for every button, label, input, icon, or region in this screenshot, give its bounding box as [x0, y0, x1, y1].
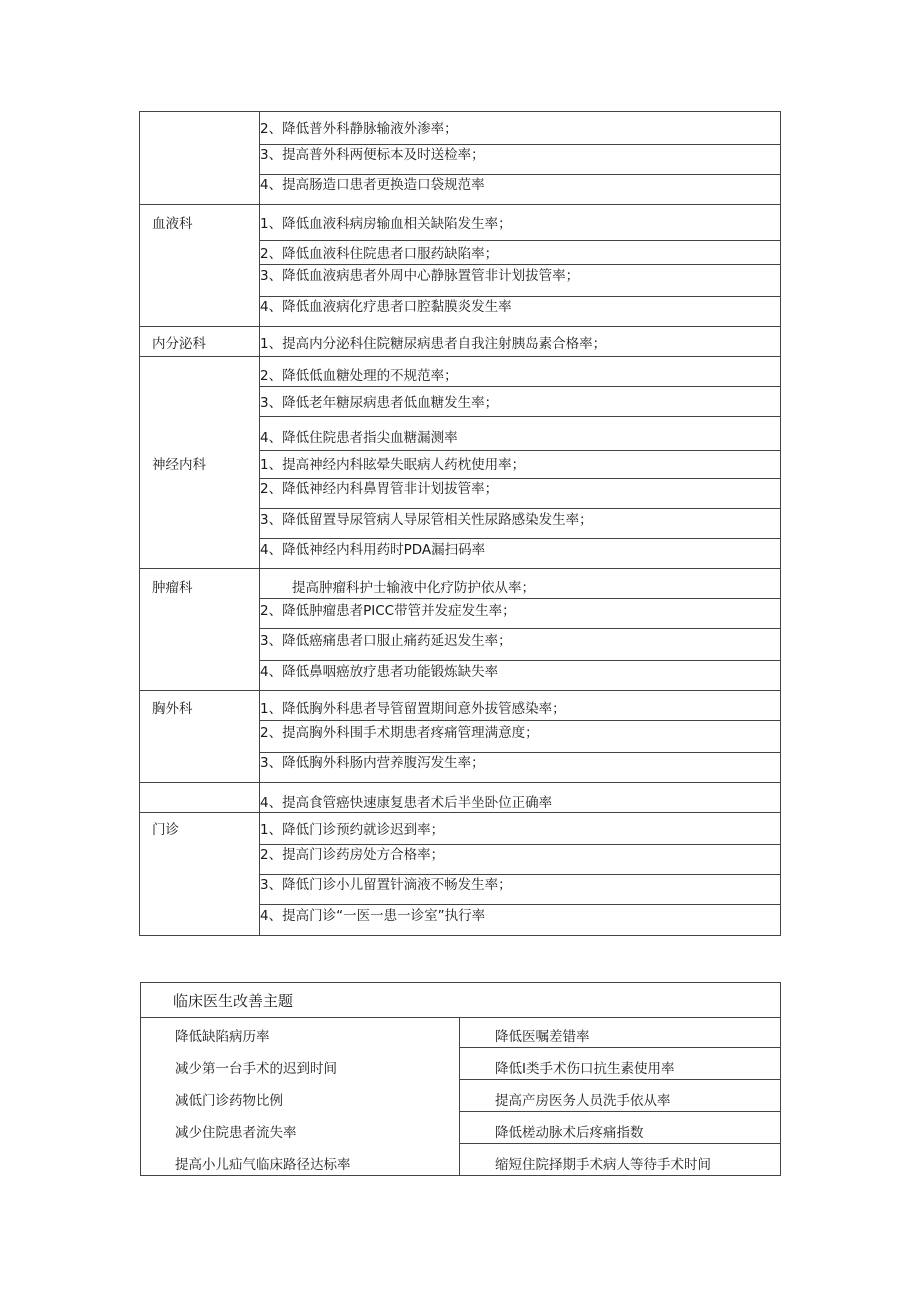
improvement-item: 3、降低留置导尿管病人导尿管相关性尿路感染发生率；: [260, 512, 593, 528]
row-divider: [140, 326, 780, 327]
row-divider: [259, 598, 780, 599]
row-divider: [141, 1017, 780, 1018]
row-divider: [140, 690, 780, 691]
improvement-item: 2、提高门诊药房处方合格率；: [260, 847, 445, 863]
improvement-item: 2、降低低血糖处理的不规范率；: [260, 368, 458, 384]
row-divider: [459, 1111, 780, 1112]
improvement-item: 4、提高门诊“一医一患一诊室”执行率: [260, 908, 486, 924]
row-divider: [259, 628, 780, 629]
improvement-item: 2、降低普外科静脉输液外渗率；: [260, 121, 458, 137]
improvement-item: 2、降低神经内科鼻胃管非计划拔管率；: [260, 481, 499, 497]
improvement-item: 3、降低老年糖尿病患者低血糖发生率；: [260, 395, 499, 411]
row-divider: [259, 416, 780, 417]
row-divider: [140, 782, 780, 783]
improvement-item: 4、降低神经内科用药时PDA漏扫码率: [260, 542, 486, 558]
improvement-item: 3、降低胸外科肠内营养腹泻发生率；: [260, 755, 485, 771]
improvement-item: 3、降低癌痛患者口服止痛药延迟发生率；: [260, 633, 512, 649]
improvement-item: 3、提高普外科两便标本及时送检率；: [260, 147, 485, 163]
row-divider: [259, 478, 780, 479]
row-divider: [259, 660, 780, 661]
improvement-item: 2、提高胸外科围手术期患者疼痛管理满意度；: [260, 725, 539, 741]
row-divider: [459, 1079, 780, 1080]
row-divider: [259, 538, 780, 539]
row-divider: [259, 508, 780, 509]
improvement-item: 4、降低血液病化疗患者口腔黏膜炎发生率: [260, 299, 512, 315]
improvement-item: 提高肿瘤科护士输液中化疗防护依从率；: [292, 580, 535, 596]
row-divider: [140, 356, 780, 357]
row-divider: [140, 568, 780, 569]
row-divider: [259, 386, 780, 387]
doctor-improvement-table: [140, 982, 781, 1176]
row-divider: [259, 144, 780, 145]
row-divider: [259, 844, 780, 845]
row-divider: [259, 874, 780, 875]
department-label: 内分泌科: [152, 336, 206, 352]
row-divider: [140, 204, 780, 205]
table-cell: 降低缺陷病历率: [175, 1029, 270, 1045]
row-divider: [259, 720, 780, 721]
row-divider: [459, 1143, 780, 1144]
row-divider: [259, 752, 780, 753]
department-label: 神经内科: [152, 457, 206, 473]
table-cell: 缩短住院择期手术病人等待手术时间: [495, 1157, 711, 1173]
improvement-item: 4、提高食管癌快速康复患者术后半坐卧位正确率: [260, 795, 553, 811]
improvement-item: 1、提高神经内科眩晕失眠病人药枕使用率；: [260, 457, 526, 473]
improvement-item: 1、降低胸外科患者导管留置期间意外拔管感染率；: [260, 701, 566, 717]
table-title: 临床医生改善主题: [173, 993, 294, 1010]
improvement-item: 2、降低血液科住院患者口服药缺陷率；: [260, 246, 499, 262]
table-cell: 降低I类手术伤口抗生素使用率: [495, 1061, 675, 1077]
row-divider: [140, 812, 780, 813]
row-divider: [259, 264, 780, 265]
table-cell: 提高产房医务人员洗手依从率: [495, 1093, 671, 1109]
department-label: 门诊: [152, 822, 179, 838]
row-divider: [459, 1047, 780, 1048]
table-cell: 减少住院患者流失率: [175, 1125, 297, 1141]
nursing-improvement-table: [139, 111, 781, 936]
improvement-item: 4、提高肠造口患者更换造口袋规范率: [260, 177, 485, 193]
department-label: 肿瘤科: [152, 580, 193, 596]
table-cell: 提高小儿疝气临床路径达标率: [175, 1157, 351, 1173]
column-divider: [459, 1017, 460, 1175]
improvement-item: 4、降低住院患者指尖血糖漏测率: [260, 430, 458, 446]
row-divider: [259, 450, 780, 451]
table-cell: 减少第一台手术的迟到时间: [175, 1061, 337, 1077]
improvement-item: 1、降低门诊预约就诊迟到率；: [260, 822, 445, 838]
table-cell: 减低门诊药物比例: [175, 1093, 283, 1109]
row-divider: [259, 174, 780, 175]
table-cell: 降低槎动脉术后疼痛指数: [495, 1125, 644, 1141]
department-label: 胸外科: [152, 701, 193, 717]
improvement-item: 3、降低血液病患者外周中心静脉置管非计划拔管率；: [260, 268, 580, 284]
improvement-item: 4、降低鼻咽癌放疗患者功能锻炼缺失率: [260, 664, 499, 680]
improvement-item: 3、降低门诊小儿留置针滴液不畅发生率；: [260, 877, 512, 893]
improvement-item: 2、降低肿瘤患者PICC带管并发症发生率；: [260, 603, 516, 619]
row-divider: [259, 904, 780, 905]
row-divider: [259, 240, 780, 241]
row-divider: [259, 296, 780, 297]
improvement-item: 1、提高内分泌科住院糖尿病患者自我注射胰岛素合格率；: [260, 336, 607, 352]
improvement-item: 1、降低血液科病房输血相关缺陷发生率；: [260, 216, 512, 232]
table-cell: 降低医嘱差错率: [495, 1029, 590, 1045]
department-label: 血液科: [152, 216, 193, 232]
